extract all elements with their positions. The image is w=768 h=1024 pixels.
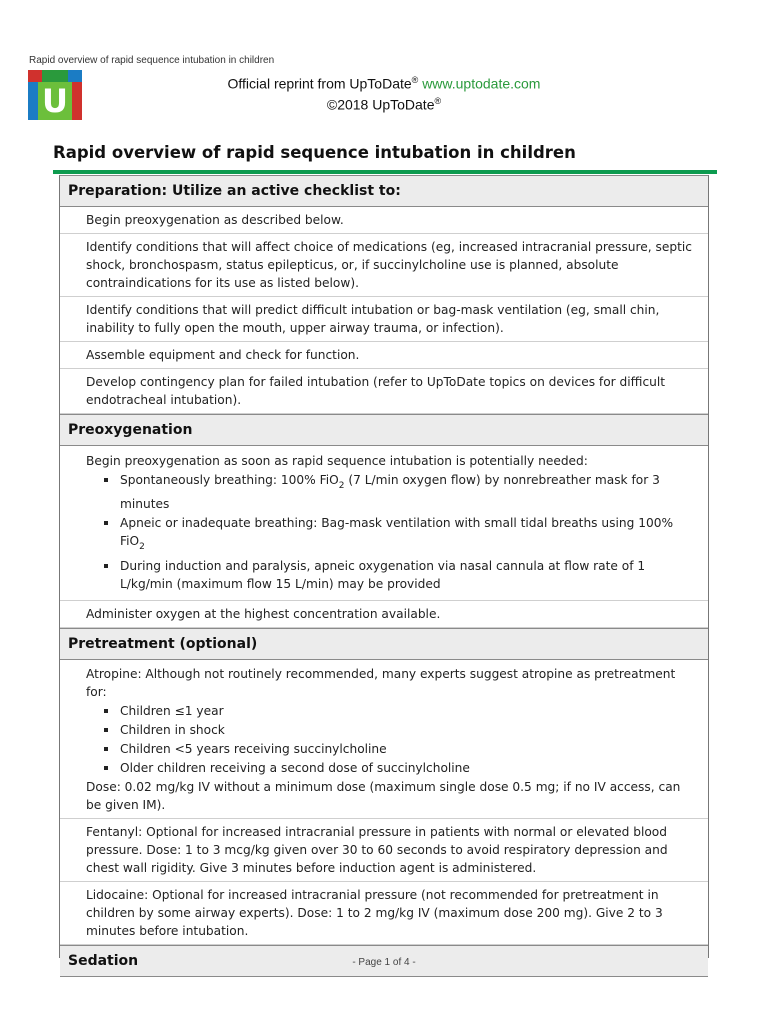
table-row: Develop contingency plan for failed intubation (refer to UpToDate topics on devices for difficult endotracheal intubation). [60, 369, 708, 414]
page-title: Rapid overview of rapid sequence intubation in children [53, 143, 576, 162]
section-heading-sedation: Sedation [60, 945, 708, 977]
uptodate-link[interactable]: www.uptodate.com [422, 75, 541, 92]
page-footer: - Page 1 of 4 - [352, 957, 416, 968]
section-heading-pretreatment: Pretreatment (optional) [60, 628, 708, 660]
copyright-text: ©2018 UpToDate [326, 96, 435, 113]
table-row: Identify conditions that will affect choice of medications (eg, increased intracranial pressure, septic shock, bronchospasm, status epilepticus, or, if succinylcholine use is planned, absolute contraindications for its use as listed below). [60, 234, 708, 297]
table-row: Administer oxygen at the highest concentration available. [60, 601, 708, 628]
top-note: Rapid overview of rapid sequence intubation in children [29, 55, 275, 66]
row-intro: Begin preoxygenation as soon as rapid sequence intubation is potentially needed: [86, 454, 588, 468]
table-row: Identify conditions that will predict difficult intubation or bag-mask ventilation (eg, small chin, inability to fully open the mouth, upper airway trauma, or infection). [60, 297, 708, 342]
table-row: Assemble equipment and check for function. [60, 342, 708, 369]
list-item: Children <5 years receiving succinylcholine [100, 740, 698, 758]
reg-mark: ® [411, 75, 419, 85]
table-row [60, 660, 708, 819]
list-item: Children in shock [100, 721, 698, 739]
list-item: Spontaneously breathing: 100% FiO$_2$ (7 L/min oxygen flow) by nonrebreather mask for 3 minutes [100, 471, 698, 513]
reg-mark-2: ® [434, 95, 442, 106]
table-row [60, 446, 708, 601]
logo-letter: U [42, 82, 68, 120]
list-item: Older children receiving a second dose of succinylcholine [100, 759, 698, 777]
table-row: Begin preoxygenation as described below. [60, 207, 708, 234]
atropine-dose: Dose: 0.02 mg/kg IV without a minimum dose (maximum single dose 0.5 mg; if no IV access, can be given IM). [86, 780, 681, 812]
bullet-list [86, 471, 698, 593]
reprint-text: Official reprint from UpToDate [227, 75, 412, 92]
list-item: Children ≤1 year [100, 702, 698, 720]
list-item: During induction and paralysis, apneic oxygenation via nasal cannula at flow rate of 1 L/kg/min (maximum flow 15 L/min) may be provided [100, 557, 698, 593]
reprint-header [0, 72, 768, 113]
list-item: Apneic or inadequate breathing: Bag-mask ventilation with small tidal breaths using 100% FiO$_2$ [100, 514, 698, 556]
section-heading-preoxygenation: Preoxygenation [60, 414, 708, 446]
section-heading-preparation: Preparation: Utilize an active checklist to: [60, 175, 708, 207]
title-divider [53, 170, 717, 174]
bullet-list [86, 702, 698, 777]
atropine-intro: Atropine: Although not routinely recommended, many experts suggest atropine as pretreatment for: [86, 667, 676, 699]
table-row: Lidocaine: Optional for increased intracranial pressure (not recommended for pretreatment in children by some airway experts). Dose: 1 to 2 mg/kg IV (maximum dose 200 mg). Give 2 to 3 minutes before intubation. [60, 882, 708, 945]
table-row: Fentanyl: Optional for increased intracranial pressure in patients with normal or elevated blood pressure. Dose: 1 to 3 mcg/kg given over 30 to 60 seconds to avoid respiratory depression and chest wall rigidity. Give 3 minutes before induction agent is administered. [60, 819, 708, 882]
